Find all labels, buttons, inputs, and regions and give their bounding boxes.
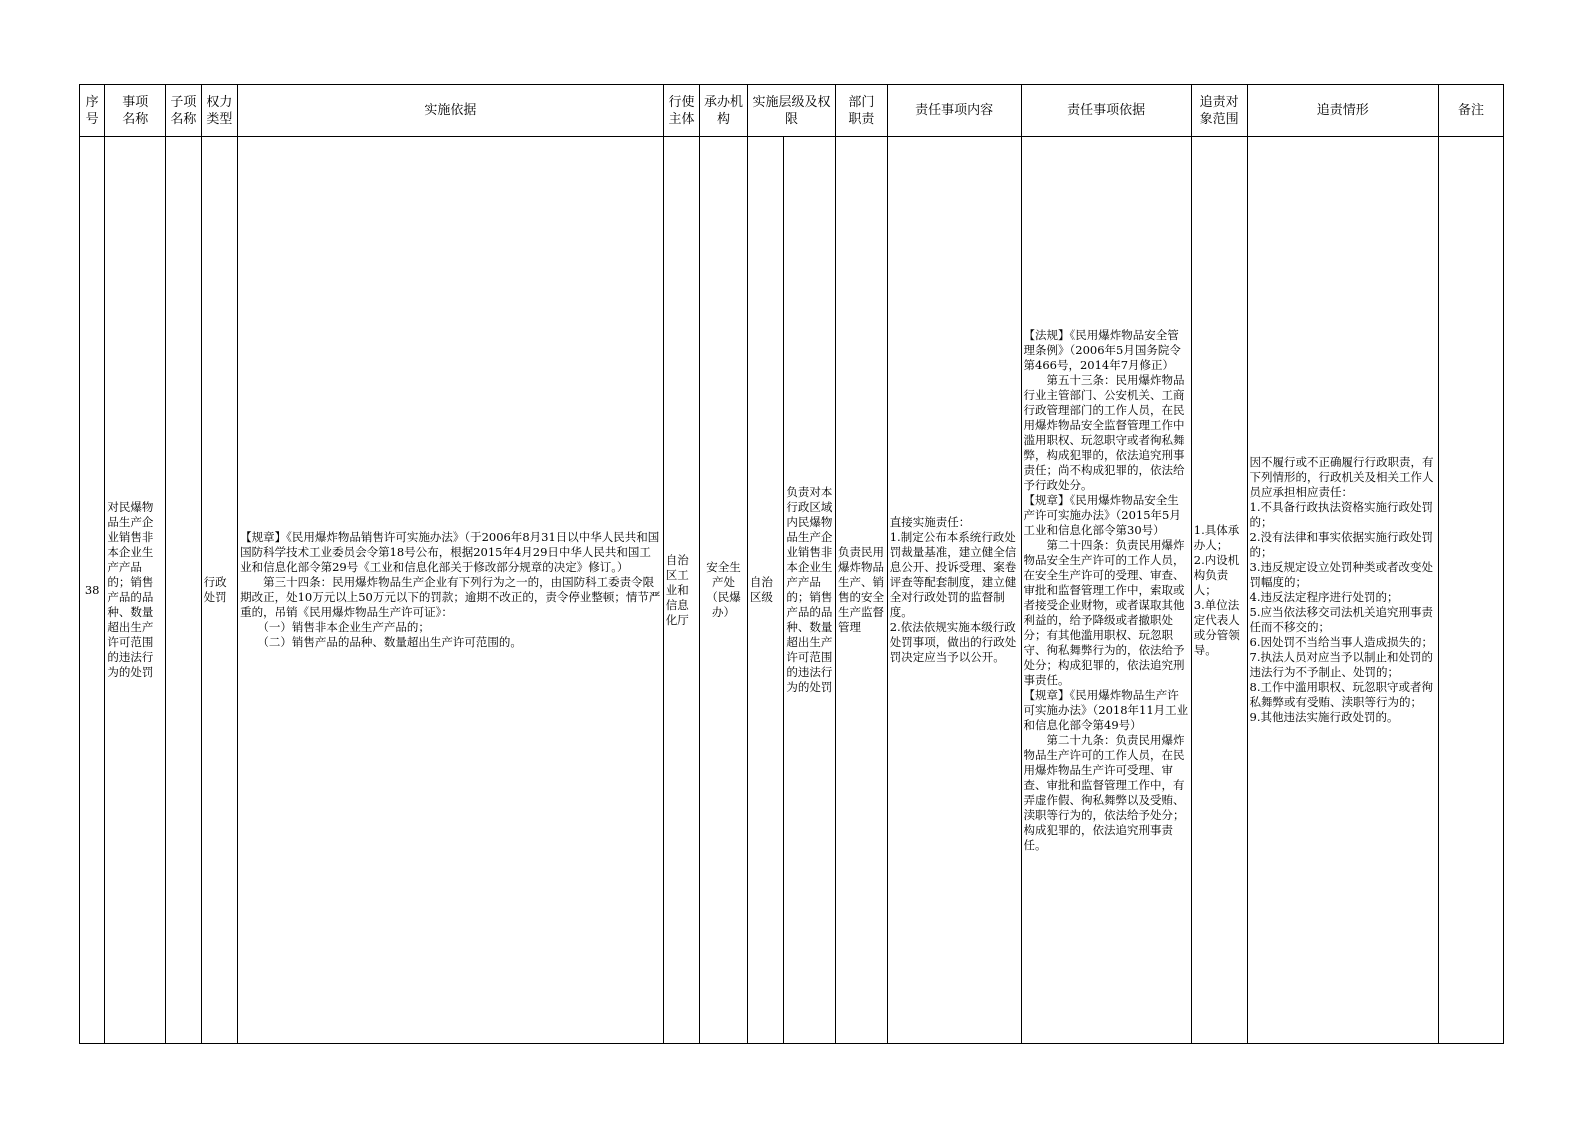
header-agency: 承办机 构 (700, 85, 748, 137)
header-remarks: 备注 (1439, 85, 1504, 137)
header-accountability-cases: 追责情形 (1247, 85, 1439, 137)
cell-subject: 自治区工业和信息化厅 (663, 137, 699, 1044)
cell-basis: 【规章】《民用爆炸物品销售许可实施办法》（于2006年8月31日以中华人民共和国国防科学技术工业委员会令第18号公布，根据2015年4月29日中华人民共和国工业和信息化部令第29号《工业和信息化部关于修改部分规章的决定》修订。） 第三十四条：民用爆炸物品生产企业有下列行为之一的，由国防科工委责令限期改正，处10万元以上50万元以下的罚款；逾期不改正的，责令停业整顿；情节严重的，吊销《民用爆炸物品生产许可证》： （一）销售非本企业生产产品的； （二）销售产品的品种、数量超出生产许可范围的。 (238, 137, 664, 1044)
cell-level: 自治区级 (747, 137, 783, 1044)
header-sub-item: 子项 名称 (166, 85, 201, 137)
header-subject: 行使 主体 (663, 85, 699, 137)
cell-agency: 安全生产处（民爆办） (700, 137, 748, 1044)
header-dept-duty: 部门 职责 (836, 85, 888, 137)
cell-sub-item (166, 137, 201, 1044)
header-basis: 实施依据 (238, 85, 664, 137)
header-item-name: 事项 名称 (105, 85, 166, 137)
cell-authority: 负责对本行政区域内民爆物品生产企业销售非本企业生产产品的；销售产品的品种、数量超出生产许可范围的违法行为的处罚 (784, 137, 836, 1044)
cell-item-name: 对民爆物品生产企业销售非本企业生产产品的；销售产品的品种、数量超出生产许可范围的违法行为的处罚 (105, 137, 166, 1044)
cell-resp-basis: 【法规】《民用爆炸物品安全管理条例》（2006年5月国务院令第466号，2014年7月修正） 第五十三条：民用爆炸物品行业主管部门、公安机关、工商行政管理部门的工作人员，在民用爆炸物品安全监督管理工作中滥用职权、玩忽职守或者徇私舞弊，构成犯罪的，依法追究刑事责任；尚不构成犯罪的，依法给予行政处分。 【规章】《民用爆炸物品安全生产许可实施办法》（2015年5月工业和信息化部令第30号） 第二十四条：负责民用爆炸物品安全生产许可的工作人员，在安全生产许可的受理、审查、审批和监督管理工作中，索取或者接受企业财物，或者谋取其他利益的，给予降级或者撤职处分；有其他滥用职权、玩忽职守、徇私舞弊行为的，依法给予处分；构成犯罪的，依法追究刑事责任。 【规章】《民用爆炸物品生产许可实施办法》（2018年11月工业和信息化部令第49号） 第二十九条：负责民用爆炸物品生产许可的工作人员，在民用爆炸物品生产许可受理、审查、审批和监督管理工作中，有弄虚作假、徇私舞弊以及受贿、渎职等行为的，依法给予处分；构成犯罪的，依法追究刑事责任。 (1021, 137, 1191, 1044)
table-row (80, 137, 1504, 1044)
header-seq: 序 号 (80, 85, 105, 137)
header-resp-basis: 责任事项依据 (1021, 85, 1191, 137)
header-row (80, 85, 1504, 137)
header-level: 实施层级及权 限 (747, 85, 835, 137)
cell-resp-content: 直接实施责任： 1.制定公布本系统行政处罚裁量基准，建立健全信息公开、投诉受理、案卷评查等配套制度，建立健全对行政处罚的监督制度。 2.依法依规实施本级行政处罚事项，做出的行政处罚决定应当予以公开。 (887, 137, 1021, 1044)
header-resp-content: 责任事项内容 (887, 85, 1021, 137)
cell-seq: 38 (80, 137, 105, 1044)
cell-remarks (1439, 137, 1504, 1044)
cell-accountability-cases: 因不履行或不正确履行行政职责，有下列情形的，行政机关及相关工作人员应承担相应责任： 1.不具备行政执法资格实施行政处罚的； 2.没有法律和事实依据实施行政处罚的； 3.违反规定设立处罚种类或者改变处罚幅度的； 4.违反法定程序进行处罚的； 5.应当依法移交司法机关追究刑事责任而不移交的； 6.因处罚不当给当事人造成损失的； 7.执法人员对应当予以制止和处罚的违法行为不予制止、处罚的； 8.工作中滥用职权、玩忽职守或者徇私舞弊或有受贿、渎职等行为的； 9.其他违法实施行政处罚的。 (1247, 137, 1439, 1044)
cell-accountability-scope: 1.具体承办人； 2.内设机构负责人； 3.单位法定代表人或分管领导。 (1191, 137, 1247, 1044)
accountability-table (79, 84, 1504, 1044)
cell-dept-duty: 负责民用爆炸物品生产、销售的安全生产监督管理 (836, 137, 888, 1044)
cell-power-type: 行政处罚 (201, 137, 237, 1044)
header-power-type: 权力 类型 (201, 85, 237, 137)
header-accountability-scope: 追责对 象范围 (1191, 85, 1247, 137)
